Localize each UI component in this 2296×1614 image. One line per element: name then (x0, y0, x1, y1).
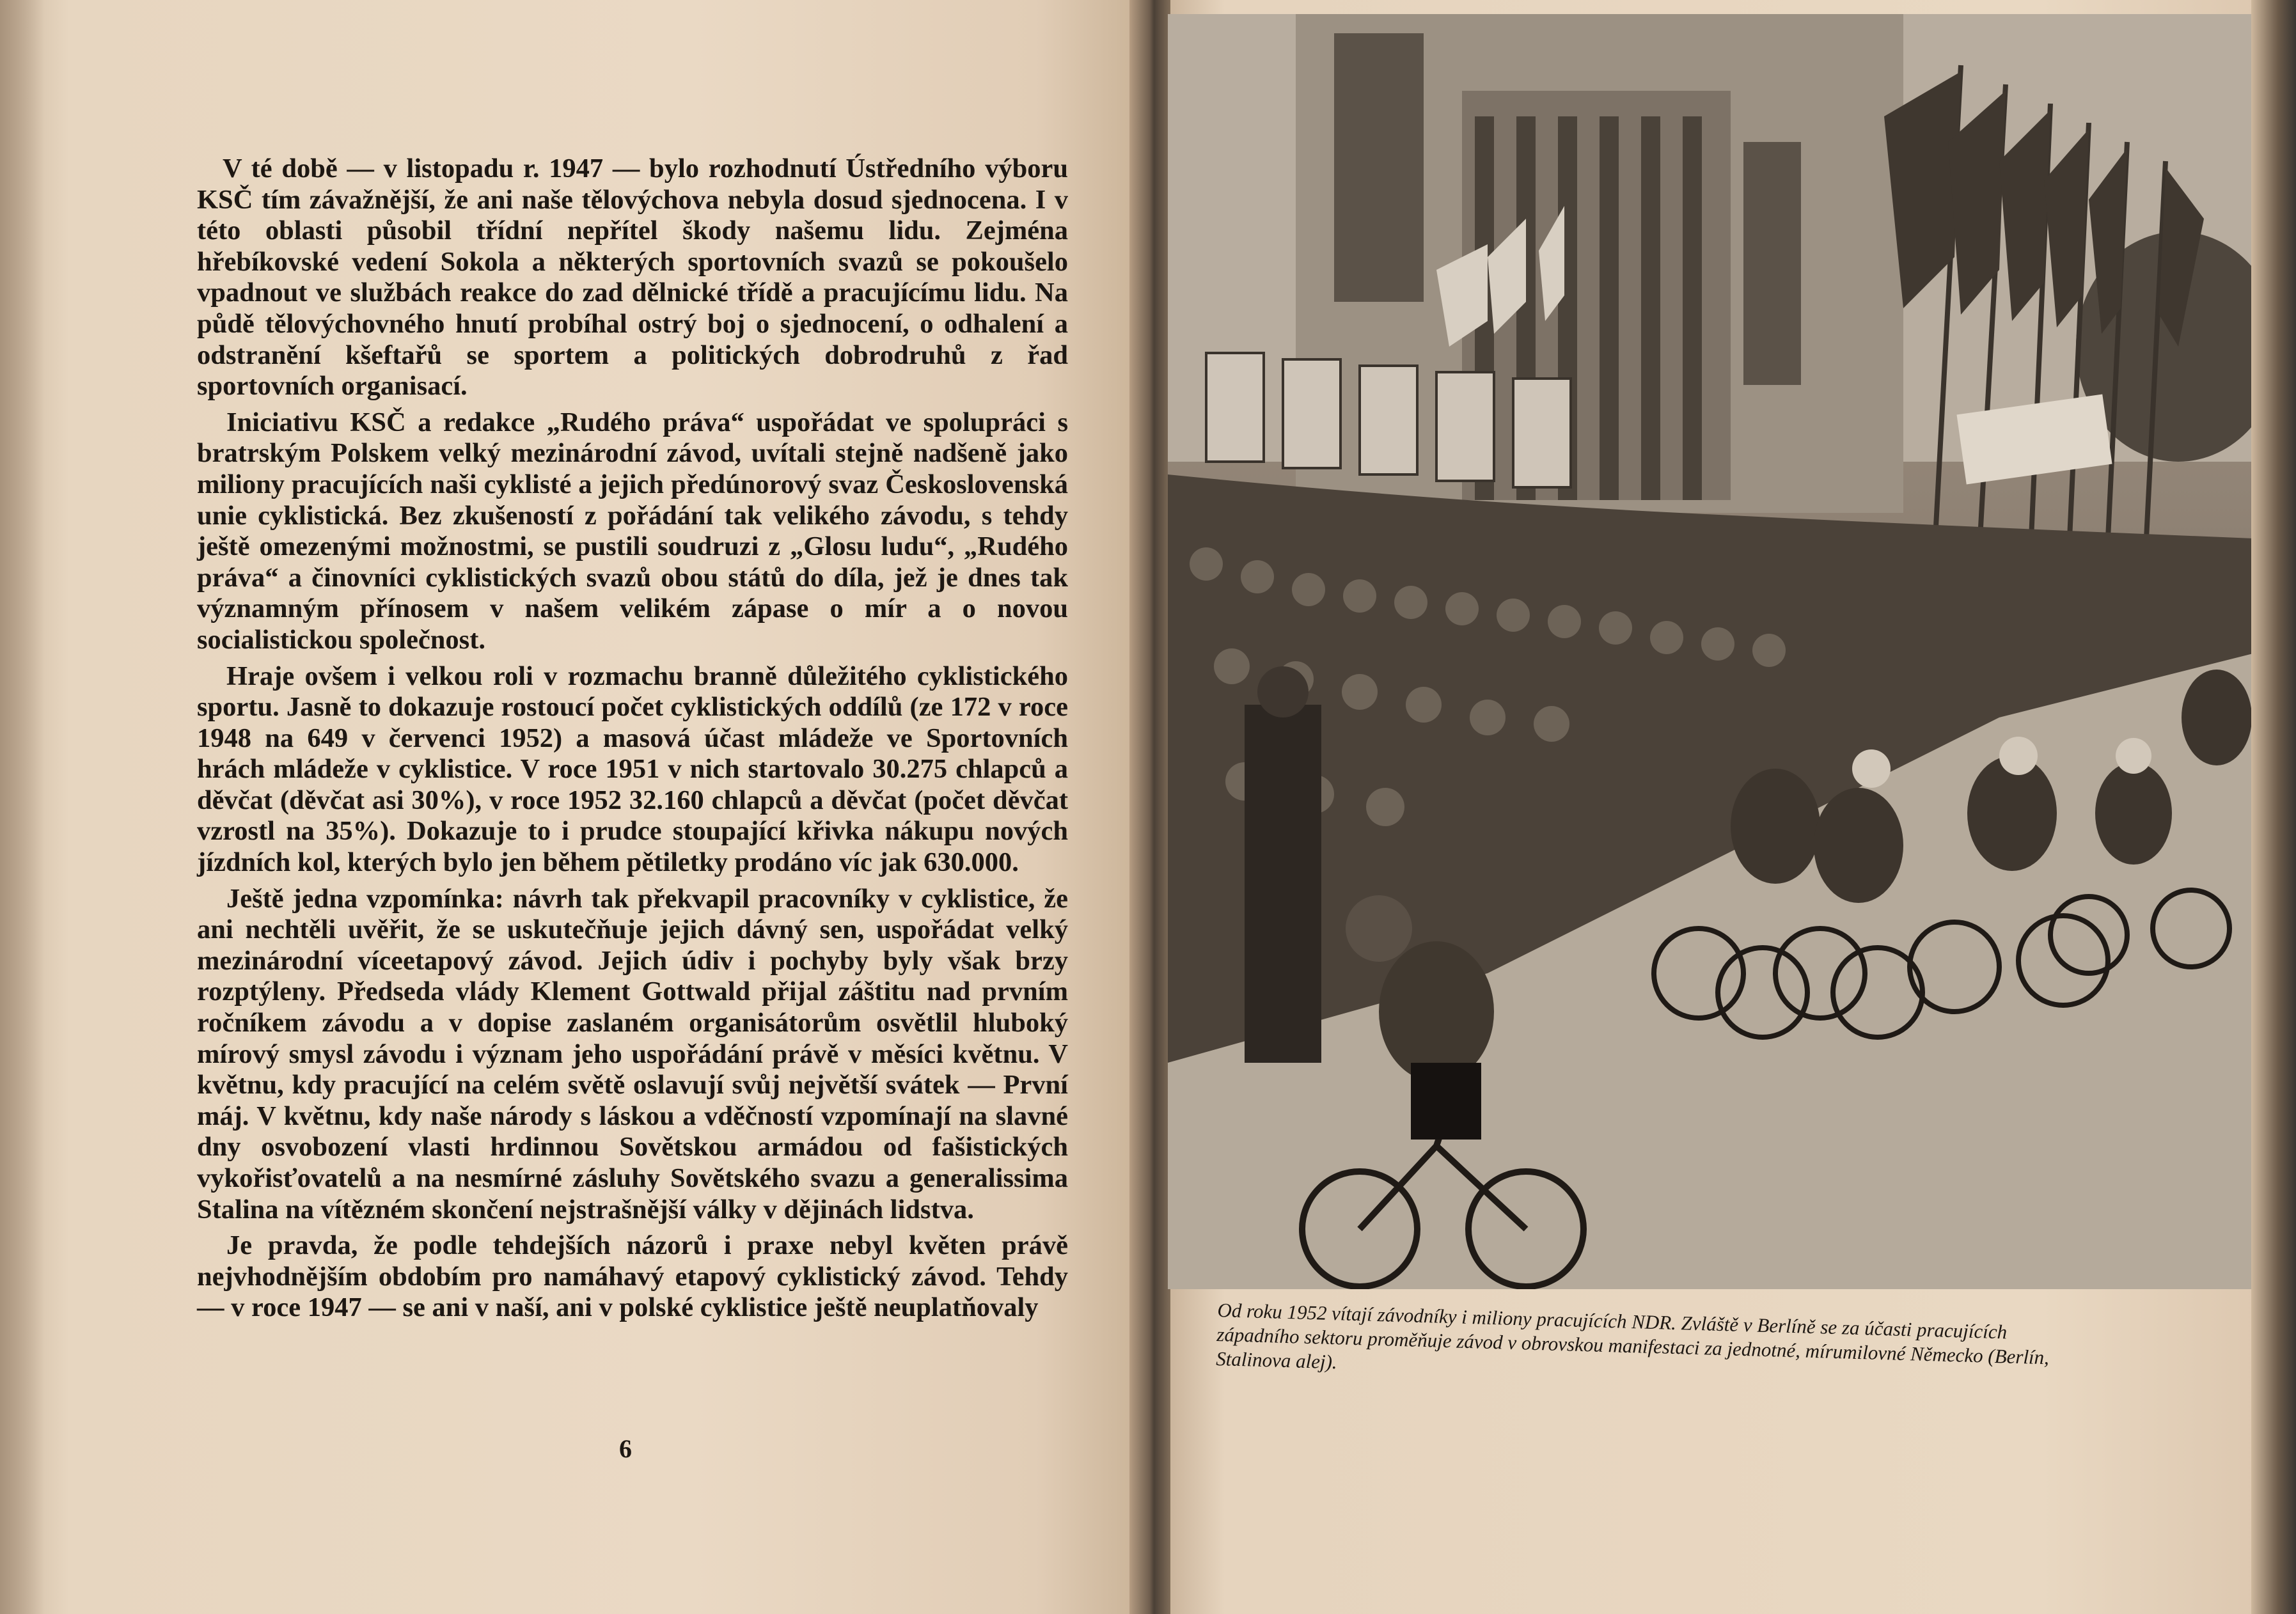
paragraph-3: Hraje ovšem i velkou roli v rozmachu branně důležitého cyklistického sportu. Jasně to dokazuje rostoucí počet cyklistických oddílů (ze 172 v roce 1948 na 649 v červenci 1952) a masová účast mládeže ve Sportovních hrách mládeže v cyklistice. V roce 1951 v nich startovalo 30.275 chlapců a děvčat (děvčat asi 30%), v roce 1952 32.160 chlapců a děvčat (počet děvčat vzrostl na 35%). Dokazuje to i prudce stoupající křivka nákupu nových jízdních kol, kterých bylo jen během pětiletky prodáno víc jak 630.000. (197, 661, 1068, 878)
page-edge (2251, 0, 2296, 1614)
photo-illustration (1168, 14, 2253, 1289)
cyclists-photo (1168, 14, 2253, 1289)
paragraph-4: Ještě jedna vzpomínka: návrh tak překvapil pracovníky v cyklistice, že ani nechtěli uvěřit, že se uskutečňuje jejich dávný sen, uspořádat velký mezinárodní víceetapový závod. Jejich údiv i pochyby byly však brzy rozptýleny. Předseda vlády Klement Gottwald přijal záštitu nad prvním ročníkem závodu a v dopise zaslaném organisátorům osvětlil hluboký mírový smysl závodu i význam jeho uspořádání právě v měsíci květnu. V květnu, kdy pracující na celém světě oslavují svůj největší svátek — První máj. V květnu, kdy naše národy s láskou a vděčností vzpomínají na slavné dny osvobození vlasti hrdinnou Sovětskou armádou od fašistických vykořisťovatelů a na nesmírné zásluhy Sovětského svazu a generalissima Stalina na vítězném skončení nejstrašnější války v dějinách lidstva. (197, 883, 1068, 1225)
body-text (197, 153, 1068, 1329)
paragraph-5: Je pravda, že podle tehdejších názorů i praxe nebyl květen právě nejvhodnějším obdobím pro namáhavý etapový cyklistický závod. Tehdy — v roce 1947 — se ani v naší, ani v polské cyklistice ještě neuplatňovaly (197, 1230, 1068, 1323)
photo-caption: Od roku 1952 vítají závodníky i miliony pracujících NDR. Zvláště v Berlíně se za účasti pracujících západního sektoru proměňuje závod v obrovskou manifestaci za jednotné, mírumilovné Německo (Berlín, Stalinova alej). (1215, 1298, 2050, 1374)
paragraph-2: Iniciativu KSČ a redakce „Rudého práva“ uspořádat ve spolupráci s bratrským Polskem velký mezinárodní závod, uvítali stejně nadšeně jako miliony pracujících naši cyklisté a jejich předúnorový svaz Československá unie cyklistická. Bez zkušeností z pořádání tak velikého závodu, s tehdy ještě omezenými možnostmi, se pustili soudruzi z „Glosu ludu“, „Rudého práva“ a činovníci cyklistických svazů obou států do díla, jež je dnes tak významným přínosem v našem velikém zápase o mír a o novou socialistickou společnost. (197, 407, 1068, 655)
paragraph-1: V té době — v listopadu r. 1947 — bylo rozhodnutí Ústředního výboru KSČ tím závažnější, že ani naše tělovýchova nebyla dosud sjednocena. I v této oblasti působil třídní nepřítel škody našemu lidu. Zejména hřebíkovské vedení Sokola a některých sportovních svazů se pokoušelo vpadnout ve službách reakce do zad dělnické třídě a pracujícímu lidu. Na půdě tělovýchovného hnutí probíhal ostrý boj o sjednocení, o odhalení a odstranění kšeftařů se sportem a politických dobrodruhů z řad sportovních organisací. (197, 153, 1068, 402)
page-number: 6 (619, 1434, 632, 1463)
